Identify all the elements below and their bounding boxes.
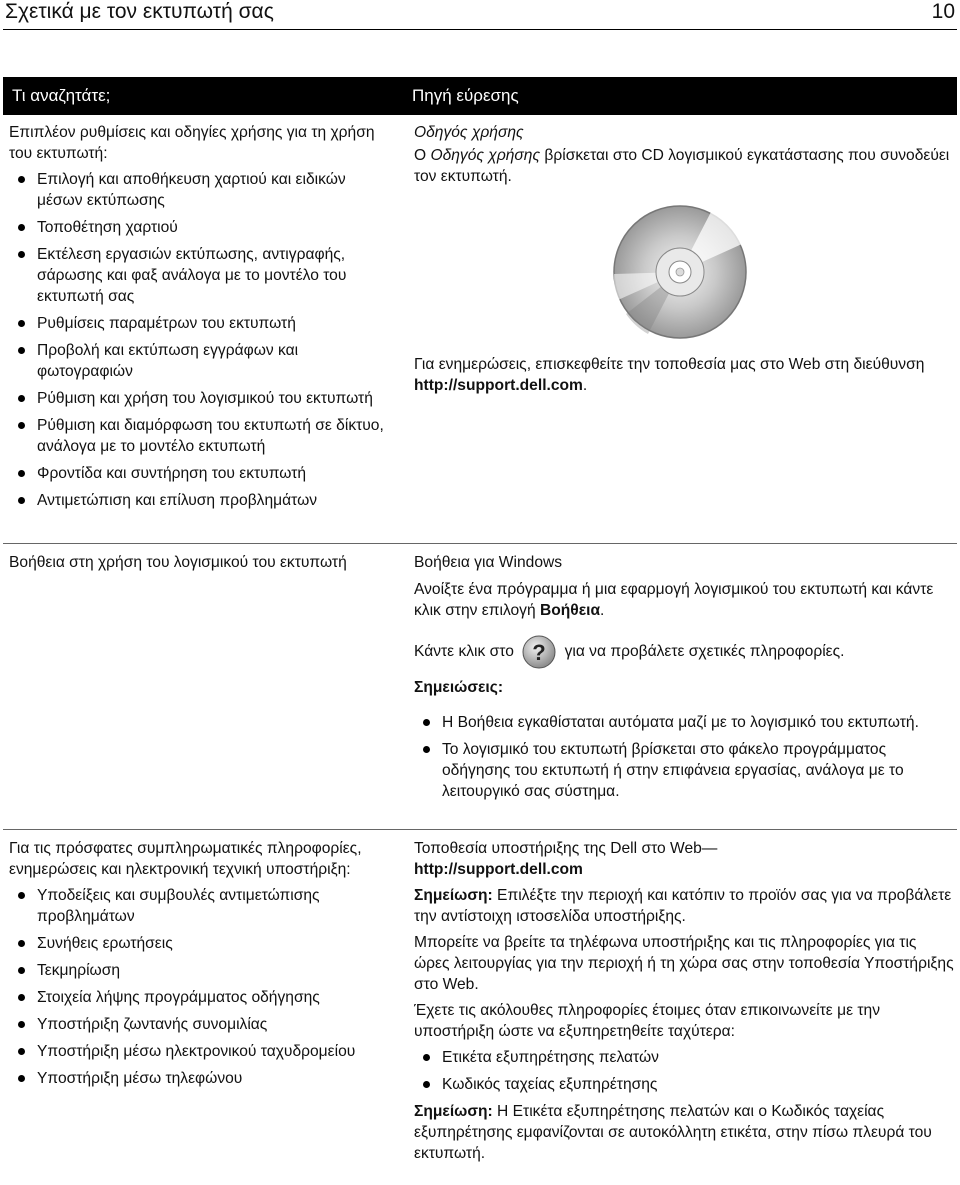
- list-item: Προβολή και εκτύπωση εγγράφων και φωτογραφιών: [9, 340, 391, 382]
- svg-text:?: ?: [532, 640, 546, 665]
- user-guide-title: Οδηγός χρήσης: [414, 124, 524, 141]
- list-item: Φροντίδα και συντήρηση του εκτυπωτή: [9, 463, 391, 484]
- help-click-text: Κάντε κλικ στο ? για να προβάλετε σχετικές πληροφορίες.: [414, 635, 954, 669]
- list-item: Στοιχεία λήψης προγράμματος οδήγησης: [9, 987, 371, 1008]
- page-number: 10: [931, 0, 955, 23]
- row2-right-cell: [414, 552, 954, 808]
- col-heading-what: Τι αναζητάτε;: [12, 86, 111, 105]
- list-item: Υποστήριξη μέσω τηλεφώνου: [9, 1068, 371, 1089]
- row1-web-cell: [414, 354, 954, 401]
- note-service-tag: Σημείωση: Η Ετικέτα εξυπηρέτησης πελατών και ο Κωδικός ταχείας εξυπηρέτησης εμφανίζονται σε αυτοκόλλητη ετικέτα, στην πίσω πλευρά του εκτυπωτή.: [414, 1103, 932, 1162]
- list-item: Συνήθεις ερωτήσεις: [9, 933, 371, 954]
- list-item: Τεκμηρίωση: [9, 960, 371, 981]
- notes-list: [414, 712, 954, 802]
- row3-topics-list: [9, 885, 371, 1089]
- info-ready-text: Έχετε τις ακόλουθες πληροφορίες έτοιμες όταν επικοινωνείτε με την υποστήριξη ώστε να εξυπηρετηθείτε ταχύτερα:: [414, 1002, 880, 1040]
- list-item: Ετικέτα εξυπηρέτησης πελατών: [414, 1047, 954, 1068]
- page-header-title: Σχετικά με τον εκτυπωτή σας: [5, 0, 274, 23]
- row1-intro: Επιπλέον ρυθμίσεις και οδηγίες χρήσης για τη χρήση του εκτυπωτή:: [9, 124, 375, 162]
- list-item: Υποδείξεις και συμβουλές αντιμετώπισης προβλημάτων: [9, 885, 371, 927]
- row3-left-cell: [9, 838, 371, 1095]
- support-site-url[interactable]: http://support.dell.com: [414, 861, 583, 878]
- user-guide-text: Ο Οδηγός χρήσης βρίσκεται στο CD λογισμικού εγκατάστασης που συνοδεύει τον εκτυπωτή.: [414, 147, 950, 185]
- info-items-list: [414, 1047, 954, 1095]
- col-heading-where: Πηγή εύρεσης: [412, 86, 519, 105]
- list-item: Ρύθμιση και διαμόρφωση του εκτυπωτή σε δίκτυο, ανάλογα με το μοντέλο εκτυπωτή: [9, 415, 391, 457]
- row1-left-cell: [9, 122, 391, 517]
- row-divider: [3, 543, 957, 544]
- row-divider: [3, 829, 957, 830]
- row3-right-cell: [414, 838, 954, 1169]
- list-item: Αντιμετώπιση και επίλυση προβλημάτων: [9, 490, 391, 511]
- list-item: Υποστήριξη ζωντανής συνομιλίας: [9, 1014, 371, 1035]
- list-item: Τοποθέτηση χαρτιού: [9, 217, 391, 238]
- support-phone-text: Μπορείτε να βρείτε τα τηλέφωνα υποστήριξης και τις πληροφορίες για τις ώρες λειτουργίας για την περιοχή ή τη χώρα σας στην τοποθεσία Υποστήριξης στο Web.: [414, 934, 954, 993]
- software-help-label: Βοήθεια στη χρήση του λογισμικού του εκτυπωτή: [9, 554, 347, 571]
- support-site-title: Τοποθεσία υποστήριξης της Dell στο Web— http://support.dell.com: [414, 840, 718, 878]
- table-header: [3, 77, 957, 115]
- row1-right-cell: [414, 122, 954, 192]
- list-item: Κωδικός ταχείας εξυπηρέτησης: [414, 1074, 954, 1095]
- help-question-icon[interactable]: [522, 635, 556, 669]
- list-item: Επιλογή και αποθήκευση χαρτιού και ειδικών μέσων εκτύπωσης: [9, 169, 391, 211]
- list-item: Ρύθμιση και χρήση του λογισμικού του εκτυπωτή: [9, 388, 391, 409]
- windows-help-title: Βοήθεια για Windows: [414, 554, 563, 571]
- row3-intro: Για τις πρόσφατες συμπληρωματικές πληροφορίες, ενημερώσεις και ηλεκτρονική τεχνική υποστήριξη:: [9, 840, 362, 878]
- support-url[interactable]: http://support.dell.com: [414, 377, 583, 394]
- notes-label: Σημειώσεις:: [414, 679, 504, 696]
- note-select-region: Σημείωση: Επιλέξτε την περιοχή και κατόπιν το προϊόν σας για να προβάλετε την αντίστοιχη ιστοσελίδα υποστήριξης.: [414, 887, 952, 925]
- web-update-text: Για ενημερώσεις, επισκεφθείτε την τοποθεσία μας στο Web στη διεύθυνση http://support.dell.com.: [414, 356, 925, 394]
- list-item: Υποστήριξη μέσω ηλεκτρονικού ταχυδρομείου: [9, 1041, 371, 1062]
- list-item: Εκτέλεση εργασιών εκτύπωσης, αντιγραφής, σάρωσης και φαξ ανάλογα με το μοντέλο του εκτυπωτή σας: [9, 244, 391, 307]
- list-item: Ρυθμίσεις παραμέτρων του εκτυπωτή: [9, 313, 391, 334]
- header-rule: [3, 29, 957, 30]
- row2-left-cell: [9, 552, 404, 578]
- list-item: Η Βοήθεια εγκαθίσταται αυτόματα μαζί με το λογισμικό του εκτυπωτή.: [414, 712, 954, 733]
- windows-help-text: Ανοίξτε ένα πρόγραμμα ή μια εφαρμογή λογισμικού του εκτυπωτή και κάντε κλικ στην επιλογή Βοήθεια.: [414, 581, 934, 619]
- list-item: Το λογισμικό του εκτυπωτή βρίσκεται στο φάκελο προγράμματος οδήγησης του εκτυπωτή ή στην επιφάνεια εργασίας, ανάλογα με το λειτουργικό σας σύστημα.: [414, 739, 954, 802]
- cd-disc-icon: [612, 204, 748, 340]
- row1-topics-list: [9, 169, 391, 511]
